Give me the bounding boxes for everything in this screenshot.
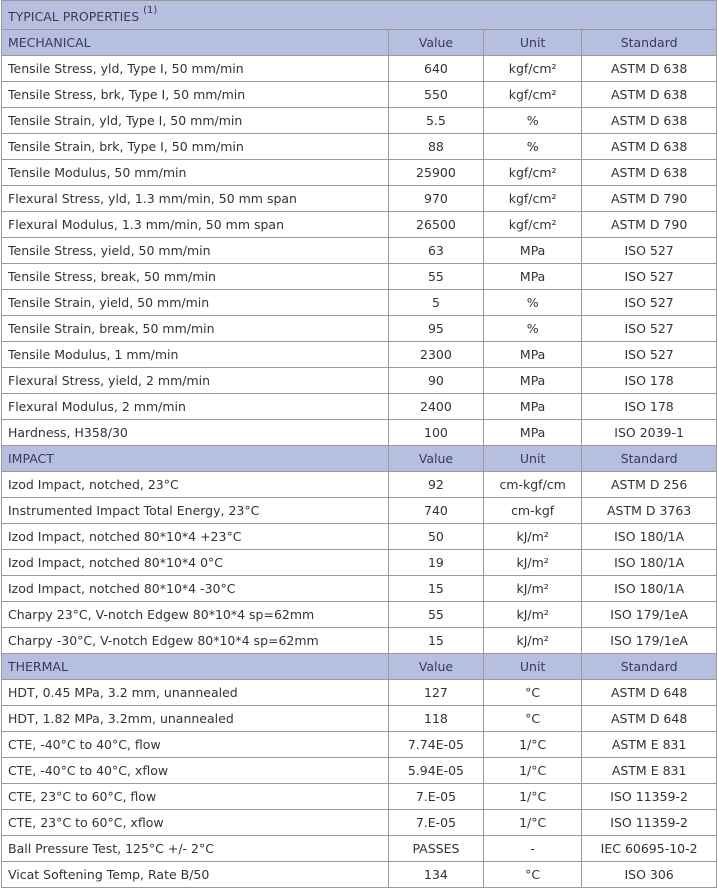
table-row (2, 108, 717, 134)
property-unit: kJ/m² (484, 602, 582, 628)
property-value: 100 (388, 420, 483, 446)
property-standard: ISO 180/1A (582, 524, 717, 550)
table-row (2, 186, 717, 212)
table-title-row (2, 1, 717, 30)
property-name: CTE, -40°C to 40°C, xflow (2, 758, 389, 784)
table-row (2, 472, 717, 498)
property-value: 50 (388, 524, 483, 550)
property-value: 88 (388, 134, 483, 160)
property-standard: ASTM D 638 (582, 160, 717, 186)
property-standard: ISO 180/1A (582, 550, 717, 576)
property-standard: ISO 180/1A (582, 576, 717, 602)
property-name: Tensile Modulus, 50 mm/min (2, 160, 389, 186)
property-unit: % (484, 316, 582, 342)
property-standard: ISO 178 (582, 368, 717, 394)
property-unit: kJ/m² (484, 628, 582, 654)
property-value: 2300 (388, 342, 483, 368)
table-row (2, 394, 717, 420)
table-row (2, 732, 717, 758)
property-unit: kgf/cm² (484, 212, 582, 238)
table-row (2, 420, 717, 446)
section-title: MECHANICAL (2, 30, 389, 56)
property-unit: MPa (484, 420, 582, 446)
property-name: Tensile Stress, yield, 50 mm/min (2, 238, 389, 264)
property-unit: kgf/cm² (484, 56, 582, 82)
property-standard: ISO 527 (582, 316, 717, 342)
table-row (2, 56, 717, 82)
property-value: 7.E-05 (388, 784, 483, 810)
property-value: 550 (388, 82, 483, 108)
table-row (2, 368, 717, 394)
unit-column-header: Unit (484, 446, 582, 472)
standard-column-header: Standard (582, 446, 717, 472)
property-value: 63 (388, 238, 483, 264)
property-unit: kgf/cm² (484, 160, 582, 186)
property-value: 7.74E-05 (388, 732, 483, 758)
property-name: Tensile Stress, brk, Type I, 50 mm/min (2, 82, 389, 108)
property-value: 5 (388, 290, 483, 316)
table-row (2, 836, 717, 862)
property-value: 640 (388, 56, 483, 82)
property-value: 2400 (388, 394, 483, 420)
property-standard: ASTM D 790 (582, 186, 717, 212)
table-row (2, 264, 717, 290)
property-standard: ISO 179/1eA (582, 602, 717, 628)
table-row (2, 784, 717, 810)
property-unit: % (484, 108, 582, 134)
property-standard: IEC 60695-10-2 (582, 836, 717, 862)
property-standard: ISO 306 (582, 862, 717, 888)
value-column-header: Value (388, 654, 483, 680)
property-value: 5.94E-05 (388, 758, 483, 784)
properties-table-body (2, 1, 717, 888)
table-row (2, 862, 717, 888)
property-standard: ASTM E 831 (582, 732, 717, 758)
property-unit: MPa (484, 264, 582, 290)
property-name: Vicat Softening Temp, Rate B/50 (2, 862, 389, 888)
property-value: PASSES (388, 836, 483, 862)
table-title-text: TYPICAL PROPERTIES (8, 9, 140, 25)
property-unit: °C (484, 680, 582, 706)
table-row (2, 758, 717, 784)
section-header-mechanical (2, 30, 717, 56)
property-name: Charpy 23°C, V-notch Edgew 80*10*4 sp=62mm (2, 602, 389, 628)
property-name: Izod Impact, notched 80*10*4 -30°C (2, 576, 389, 602)
table-row (2, 238, 717, 264)
property-unit: kJ/m² (484, 550, 582, 576)
table-row (2, 342, 717, 368)
property-value: 118 (388, 706, 483, 732)
property-standard: ASTM D 638 (582, 56, 717, 82)
property-value: 970 (388, 186, 483, 212)
property-name: Tensile Strain, yield, 50 mm/min (2, 290, 389, 316)
property-name: Izod Impact, notched, 23°C (2, 472, 389, 498)
value-column-header: Value (388, 446, 483, 472)
table-row (2, 498, 717, 524)
property-unit: 1/°C (484, 810, 582, 836)
property-name: CTE, 23°C to 60°C, flow (2, 784, 389, 810)
table-row (2, 576, 717, 602)
typical-properties-table (1, 0, 717, 888)
title-footnote: (1) (143, 5, 158, 16)
property-value: 90 (388, 368, 483, 394)
standard-column-header: Standard (582, 654, 717, 680)
property-value: 92 (388, 472, 483, 498)
property-standard: ISO 11359-2 (582, 810, 717, 836)
property-unit: MPa (484, 394, 582, 420)
property-standard: ISO 527 (582, 264, 717, 290)
property-standard: ISO 527 (582, 342, 717, 368)
table-row (2, 602, 717, 628)
property-name: Tensile Stress, break, 50 mm/min (2, 264, 389, 290)
property-value: 55 (388, 264, 483, 290)
property-unit: kJ/m² (484, 576, 582, 602)
property-name: Hardness, H358/30 (2, 420, 389, 446)
table-row (2, 134, 717, 160)
property-name: CTE, 23°C to 60°C, xflow (2, 810, 389, 836)
property-unit: 1/°C (484, 784, 582, 810)
property-name: Tensile Strain, yld, Type I, 50 mm/min (2, 108, 389, 134)
property-unit: °C (484, 706, 582, 732)
property-unit: % (484, 134, 582, 160)
property-value: 26500 (388, 212, 483, 238)
property-value: 5.5 (388, 108, 483, 134)
table-row (2, 524, 717, 550)
table-row (2, 160, 717, 186)
property-name: CTE, -40°C to 40°C, flow (2, 732, 389, 758)
property-standard: ASTM D 638 (582, 108, 717, 134)
property-standard: ISO 527 (582, 238, 717, 264)
table-row (2, 82, 717, 108)
property-name: Izod Impact, notched 80*10*4 +23°C (2, 524, 389, 550)
property-unit: kgf/cm² (484, 82, 582, 108)
property-name: Instrumented Impact Total Energy, 23°C (2, 498, 389, 524)
property-unit: °C (484, 862, 582, 888)
property-value: 95 (388, 316, 483, 342)
property-value: 15 (388, 576, 483, 602)
table-row (2, 810, 717, 836)
table-row (2, 316, 717, 342)
property-unit: kJ/m² (484, 524, 582, 550)
property-value: 740 (388, 498, 483, 524)
property-standard: ASTM D 638 (582, 82, 717, 108)
property-value: 7.E-05 (388, 810, 483, 836)
property-name: Flexural Stress, yield, 2 mm/min (2, 368, 389, 394)
property-value: 19 (388, 550, 483, 576)
value-column-header: Value (388, 30, 483, 56)
table-row (2, 628, 717, 654)
property-standard: ISO 179/1eA (582, 628, 717, 654)
section-header-thermal (2, 654, 717, 680)
table-row (2, 706, 717, 732)
property-value: 15 (388, 628, 483, 654)
table-row (2, 550, 717, 576)
property-standard: ASTM E 831 (582, 758, 717, 784)
property-unit: cm-kgf (484, 498, 582, 524)
property-standard: ASTM D 256 (582, 472, 717, 498)
property-name: Charpy -30°C, V-notch Edgew 80*10*4 sp=62mm (2, 628, 389, 654)
property-unit: % (484, 290, 582, 316)
property-name: Flexural Modulus, 2 mm/min (2, 394, 389, 420)
unit-column-header: Unit (484, 30, 582, 56)
property-unit: MPa (484, 368, 582, 394)
property-unit: 1/°C (484, 758, 582, 784)
property-name: Ball Pressure Test, 125°C +/- 2°C (2, 836, 389, 862)
property-unit: - (484, 836, 582, 862)
table-title (2, 1, 717, 30)
section-header-impact (2, 446, 717, 472)
property-value: 134 (388, 862, 483, 888)
property-name: Tensile Strain, break, 50 mm/min (2, 316, 389, 342)
property-standard: ISO 2039-1 (582, 420, 717, 446)
unit-column-header: Unit (484, 654, 582, 680)
standard-column-header: Standard (582, 30, 717, 56)
property-standard: ASTM D 648 (582, 706, 717, 732)
property-standard: ASTM D 3763 (582, 498, 717, 524)
property-name: HDT, 1.82 MPa, 3.2mm, unannealed (2, 706, 389, 732)
property-unit: MPa (484, 238, 582, 264)
section-title: THERMAL (2, 654, 389, 680)
property-standard: ISO 11359-2 (582, 784, 717, 810)
property-standard: ISO 527 (582, 290, 717, 316)
property-value: 55 (388, 602, 483, 628)
section-title: IMPACT (2, 446, 389, 472)
property-standard: ASTM D 790 (582, 212, 717, 238)
property-name: Tensile Strain, brk, Type I, 50 mm/min (2, 134, 389, 160)
property-standard: ASTM D 638 (582, 134, 717, 160)
property-value: 127 (388, 680, 483, 706)
property-unit: MPa (484, 342, 582, 368)
table-row (2, 680, 717, 706)
property-name: Flexural Modulus, 1.3 mm/min, 50 mm span (2, 212, 389, 238)
property-unit: kgf/cm² (484, 186, 582, 212)
table-row (2, 212, 717, 238)
property-name: HDT, 0.45 MPa, 3.2 mm, unannealed (2, 680, 389, 706)
property-unit: 1/°C (484, 732, 582, 758)
table-row (2, 290, 717, 316)
property-value: 25900 (388, 160, 483, 186)
property-standard: ISO 178 (582, 394, 717, 420)
property-name: Flexural Stress, yld, 1.3 mm/min, 50 mm span (2, 186, 389, 212)
property-name: Tensile Stress, yld, Type I, 50 mm/min (2, 56, 389, 82)
property-name: Tensile Modulus, 1 mm/min (2, 342, 389, 368)
property-name: Izod Impact, notched 80*10*4 0°C (2, 550, 389, 576)
property-standard: ASTM D 648 (582, 680, 717, 706)
property-unit: cm-kgf/cm (484, 472, 582, 498)
